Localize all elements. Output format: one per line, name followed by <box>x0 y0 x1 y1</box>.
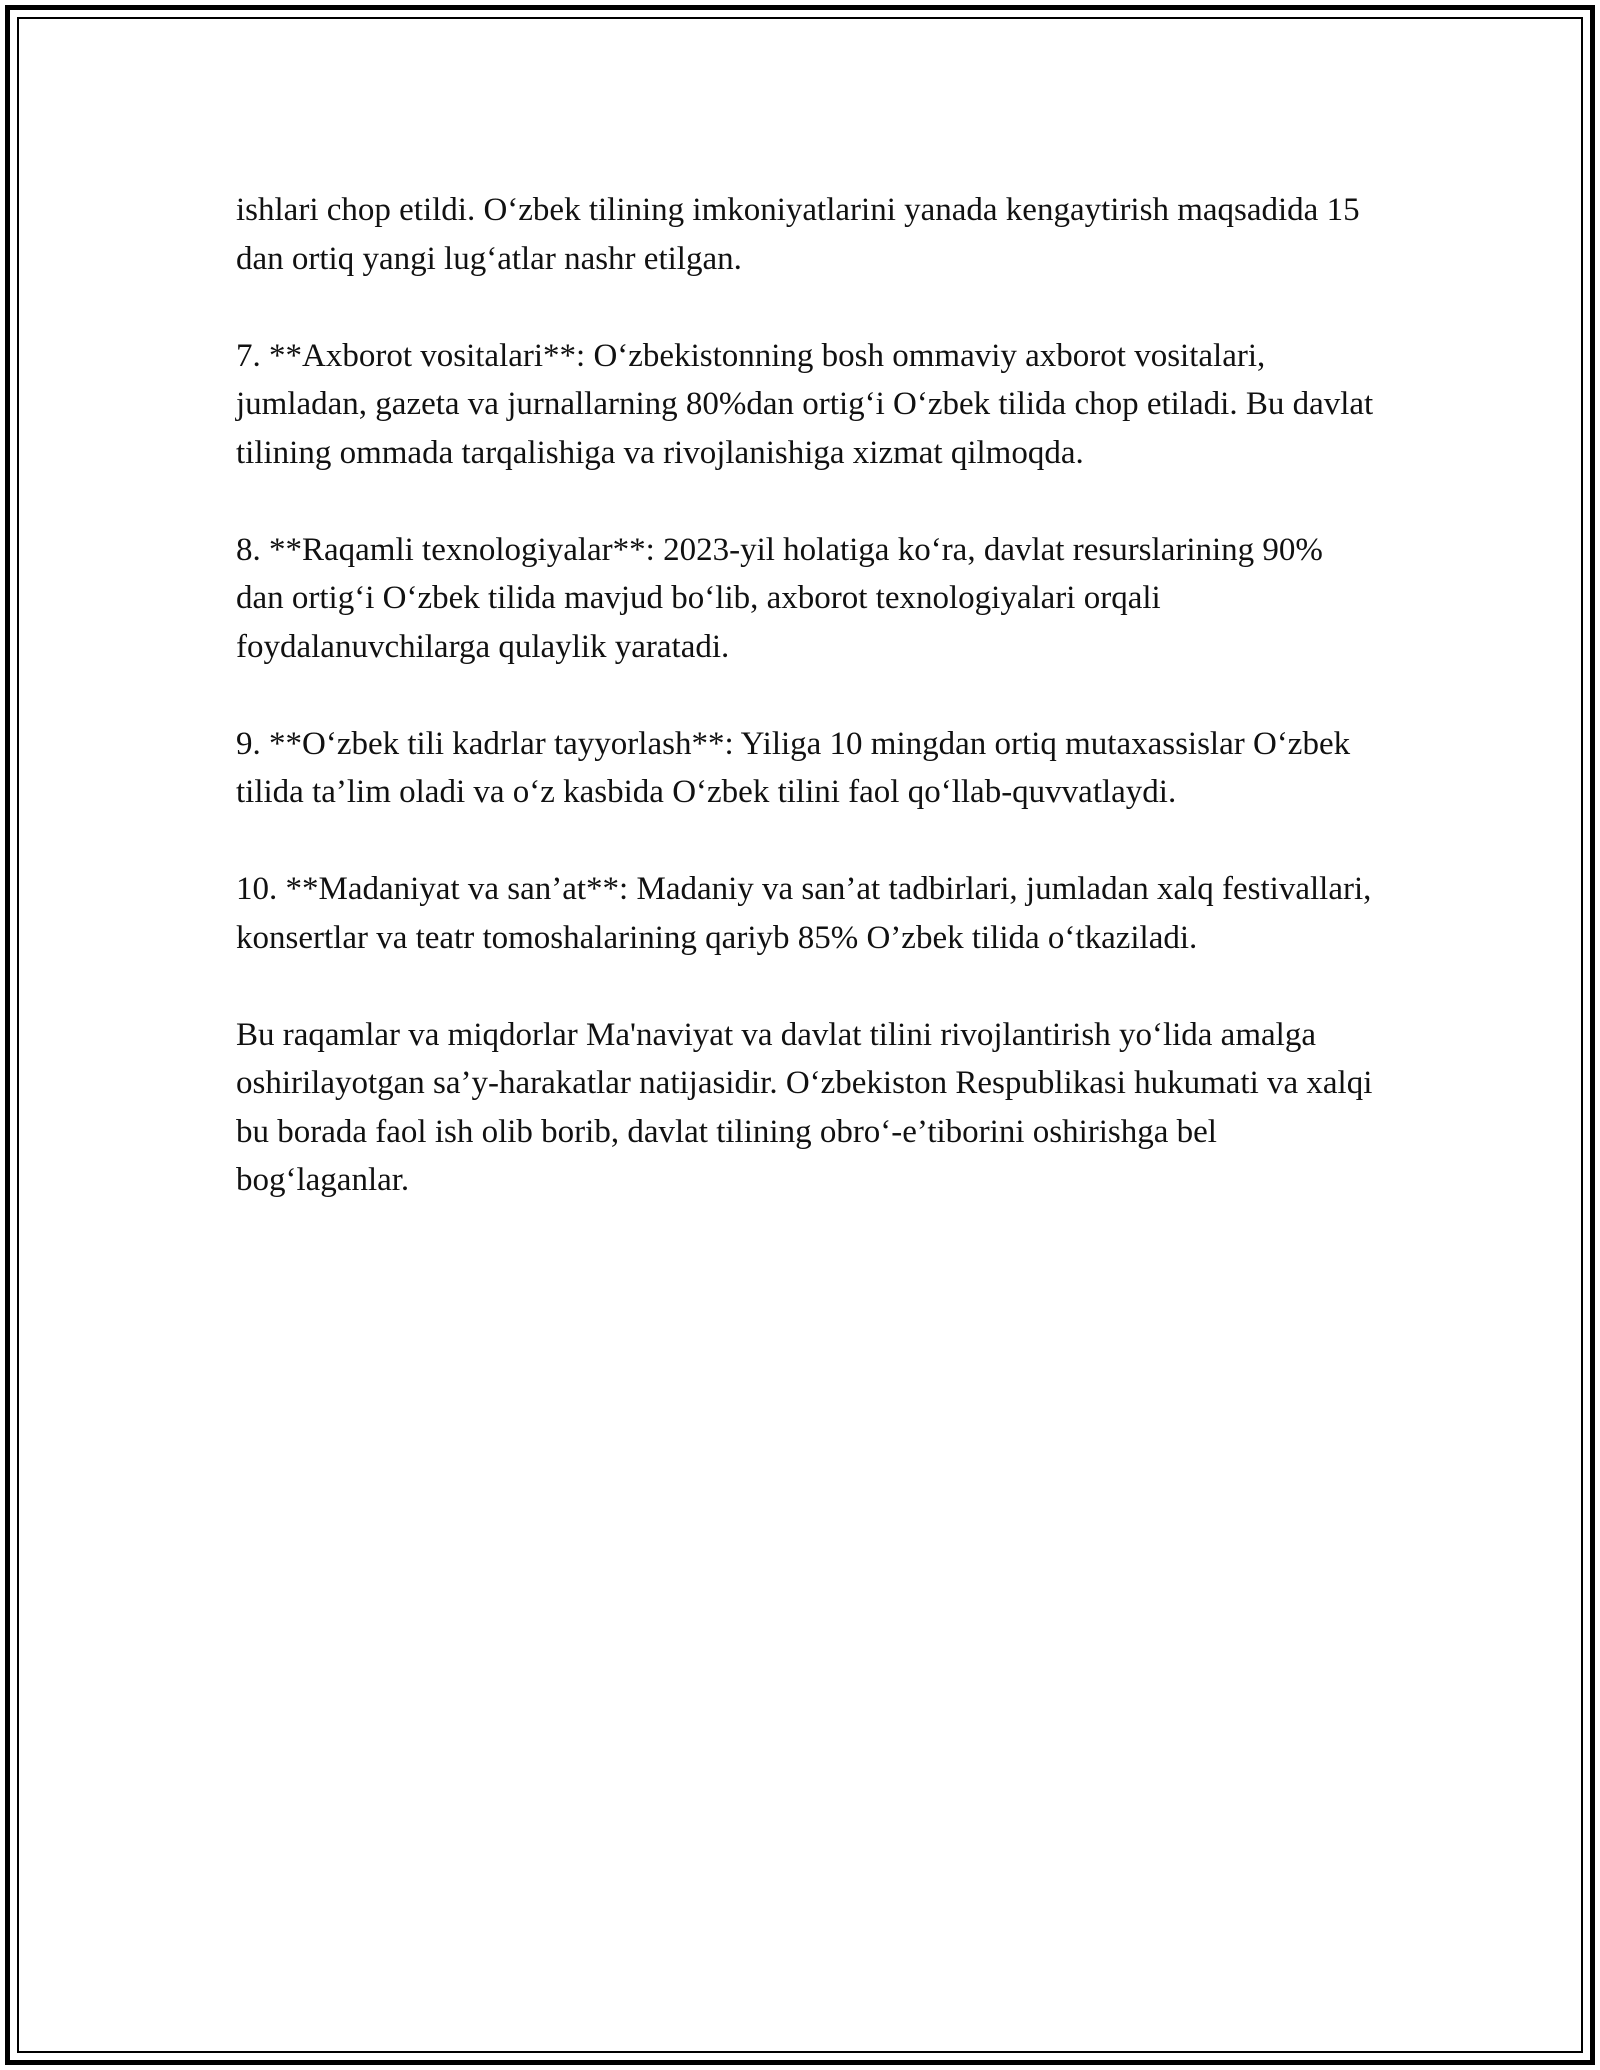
paragraph-item-7: 7. **Axborot vositalari**: O‘zbekistonning bosh ommaviy axborot vositalari, jumladan, gazeta va jurnallarning 80%dan ortig‘i O‘zbek tilida chop etiladi. Bu davlat tilining ommada tarqalishiga va rivojlanishiga xizmat qilmoqda. <box>236 337 1374 471</box>
paragraph-conclusion: Bu raqamlar va miqdorlar Ma'naviyat va davlat tilini rivojlantirish yo‘lida amalga oshirilayotgan sa’y-harakatlar natijasidir. O‘zbekiston Respublikasi hukumati va xalqi bu borada faol ish olib borib, davlat tilining obro‘-e’tiborini oshirishga bel bog‘laganlar. <box>236 1016 1373 1198</box>
document-body <box>236 186 1376 1253</box>
paragraph-continuation: ishlari chop etildi. O‘zbek tilining imkoniyatlarini yanada kengaytirish maqsadida 15 dan ortiq yangi lug‘atlar nashr etilgan. <box>236 192 1360 277</box>
paragraph-item-10: 10. **Madaniyat va san’at**: Madaniy va san’at tadbirlari, jumladan xalq festivallari, konsertlar va teatr tomoshalarining qariyb 85% O’zbek tilida o‘tkaziladi. <box>236 871 1372 956</box>
paragraph-item-8: 8. **Raqamli texnologiyalar**: 2023-yil holatiga ko‘ra, davlat resurslarining 90% dan ortig‘i O‘zbek tilida mavjud bo‘lib, axborot texnologiyalari orqali foydalanuvchilarga qulaylik yaratadi. <box>236 531 1323 665</box>
paragraph-item-9: 9. **O‘zbek tili kadrlar tayyorlash**: Yiliga 10 mingdan ortiq mutaxassislar O‘zbek tilida ta’lim oladi va o‘z kasbida O‘zbek tilini faol qo‘llab-quvvatlaydi. <box>236 725 1351 810</box>
